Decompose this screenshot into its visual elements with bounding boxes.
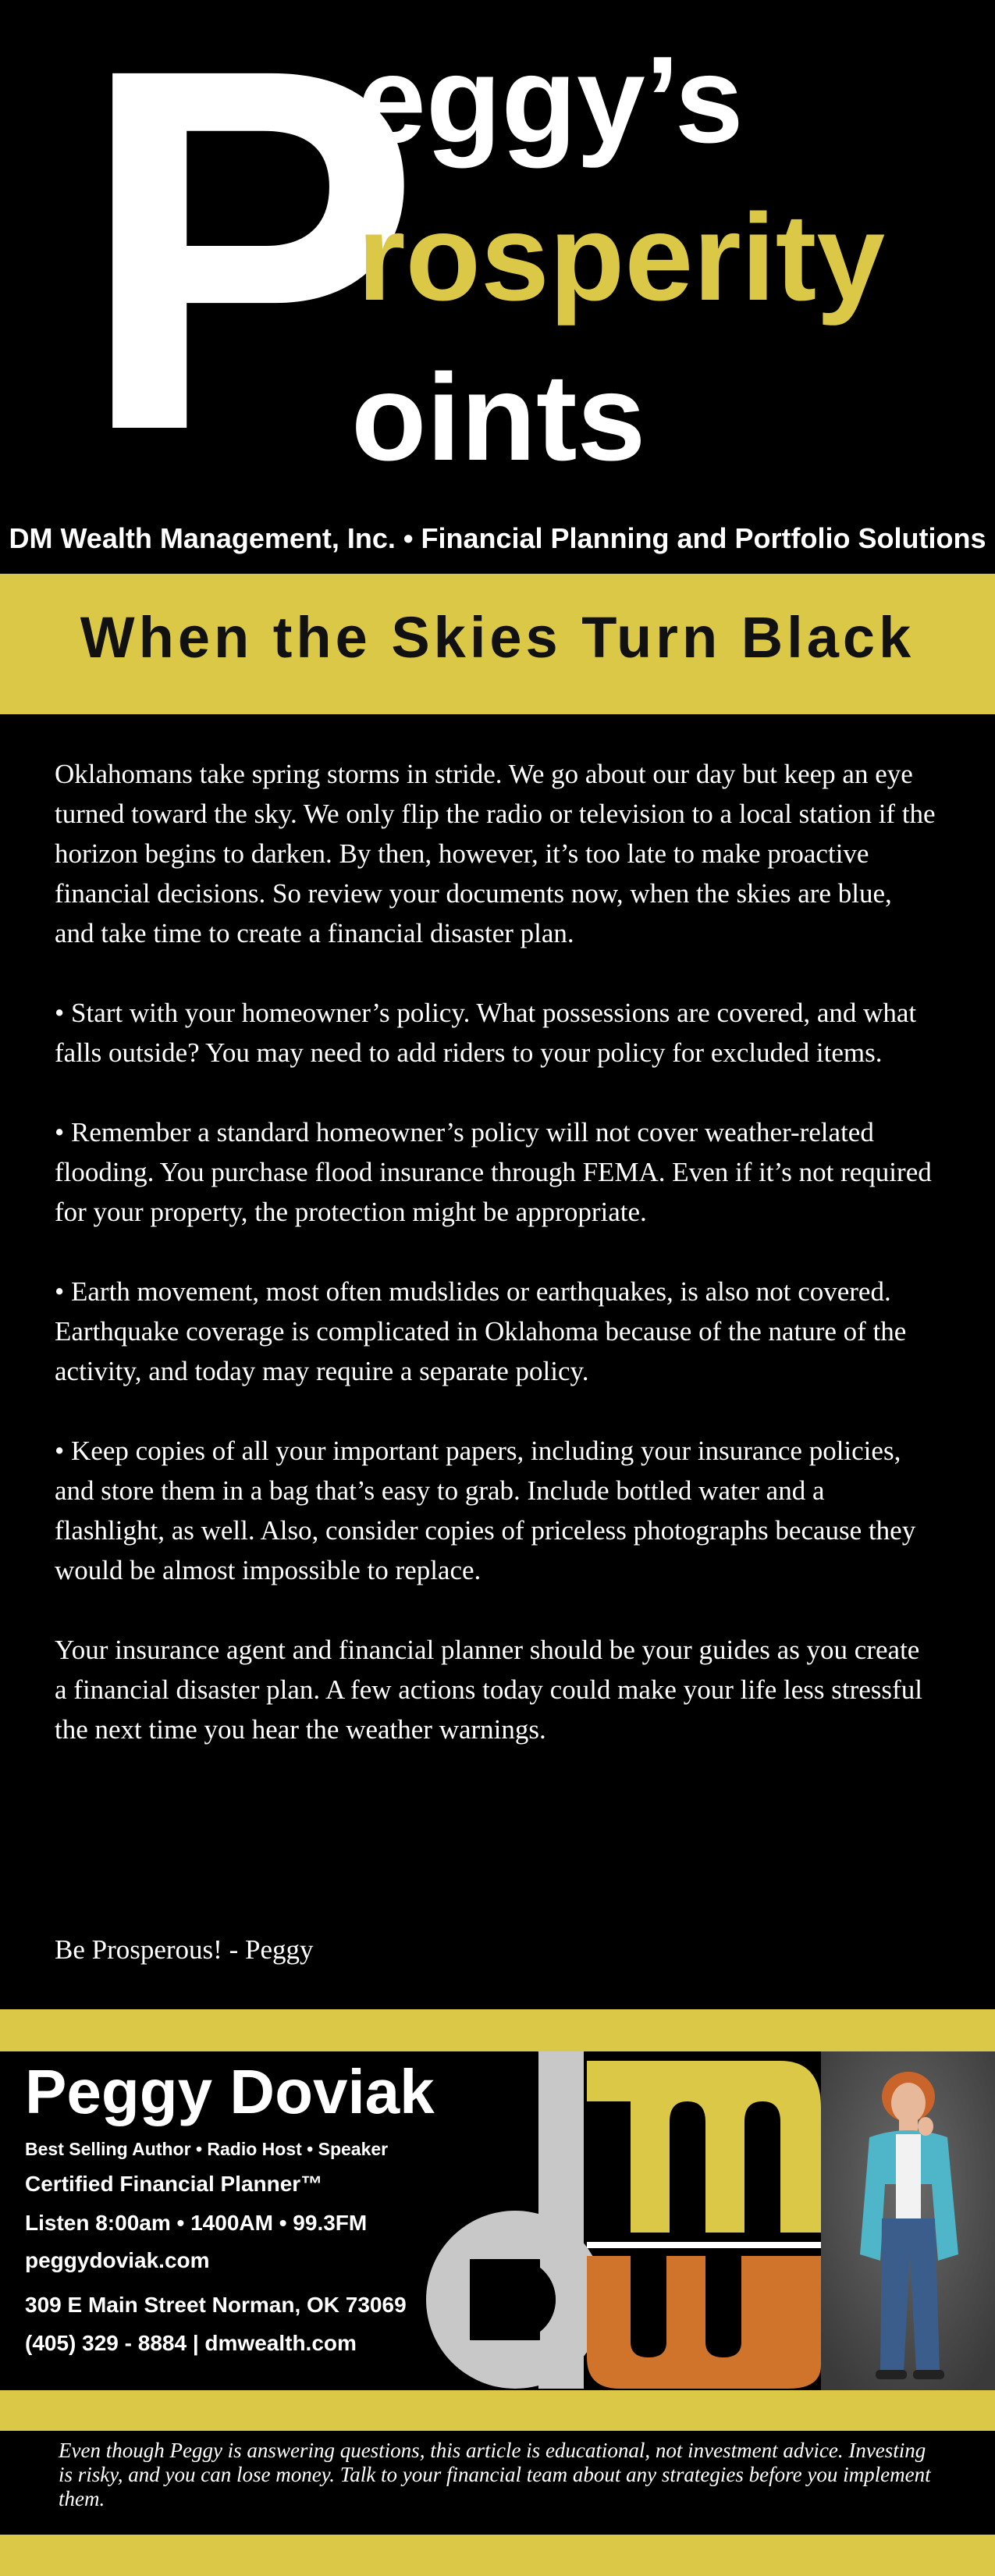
- website-link[interactable]: peggydoviak.com: [25, 2248, 210, 2272]
- radio-schedule: Listen 8:00am • 1400AM • 99.3FM: [25, 2211, 368, 2235]
- author-roles: Best Selling Author • Radio Host • Speaker: [25, 2139, 389, 2159]
- footer-mid-band: [0, 2390, 995, 2431]
- masthead-initial: P: [78, 0, 422, 537]
- logo-letter-w: [587, 2256, 821, 2389]
- logo-letter-d: [426, 2051, 604, 2389]
- article-bullet: • Earth movement, most often mudslides or earthquakes, is also not covered. Earthquake coverage is complicated in Oklahoma because of the nature of the activity, and today may require a separate policy.: [55, 1276, 907, 1386]
- article-bullet: • Keep copies of all your important papers, including your insurance policies, and store them in a bag that’s easy to grab. Include bottled water and a flashlight, as well. Also, consider copies of priceless photographs because they would be almost impossible to replace.: [55, 1436, 916, 1585]
- logo-letter-m: [587, 2061, 821, 2233]
- article-paragraph: Your insurance agent and financial planner should be your guides as you create a financial disaster plan. A few actions today could make your life less stressful the next time you hear the weather warnings.: [55, 1635, 922, 1745]
- contact-phone-site[interactable]: (405) 329 - 8884 | dmwealth.com: [25, 2331, 357, 2355]
- masthead-line-2: rosperity: [357, 189, 886, 326]
- masthead-line-3: oints: [351, 349, 646, 486]
- article-headline: When the Skies Turn Black: [80, 605, 915, 670]
- footer-top-band: [0, 2009, 995, 2051]
- logo-divider: [587, 2242, 821, 2248]
- footer-bottom-band: [0, 2535, 995, 2576]
- author-name: Peggy Doviak: [25, 2057, 435, 2126]
- dmw-logo: [421, 2051, 821, 2390]
- author-certification: Certified Financial Planner™: [25, 2172, 323, 2196]
- office-address: 309 E Main Street Norman, OK 73069: [25, 2293, 407, 2317]
- article-bullet: • Remember a standard homeowner’s policy will not cover weather-related flooding. You purchase flood insurance through FEMA. Even if it’s not required for your property, the protection might be appropriate.: [55, 1117, 932, 1227]
- author-photo: [821, 2051, 995, 2390]
- legal-disclaimer: Even though Peggy is answering questions, this article is educational, not investment advice. Investing is risky, and you can lose money. Talk to your financial team about any strategies before you implement them.: [59, 2439, 931, 2510]
- masthead-line-1: eggy’s: [357, 31, 744, 169]
- article-paragraph: Oklahomans take spring storms in stride. We go about our day but keep an eye turned toward the sky. We only flip the radio or television to a local station if the horizon begins to darken. By then, however, it’s too late to make proactive financial decisions. So review your documents now, when the skies are blue, and take time to create a financial disaster plan.: [55, 759, 936, 948]
- article-bullet: • Start with your homeowner’s policy. What possessions are covered, and what falls outside? You may need to add riders to your policy for excluded items.: [55, 998, 917, 1068]
- company-tagline: DM Wealth Management, Inc. • Financial Planning and Portfolio Solutions: [9, 522, 986, 554]
- article-body: [55, 754, 936, 1789]
- article-signoff: Be Prosperous! - Peggy: [55, 1934, 314, 1965]
